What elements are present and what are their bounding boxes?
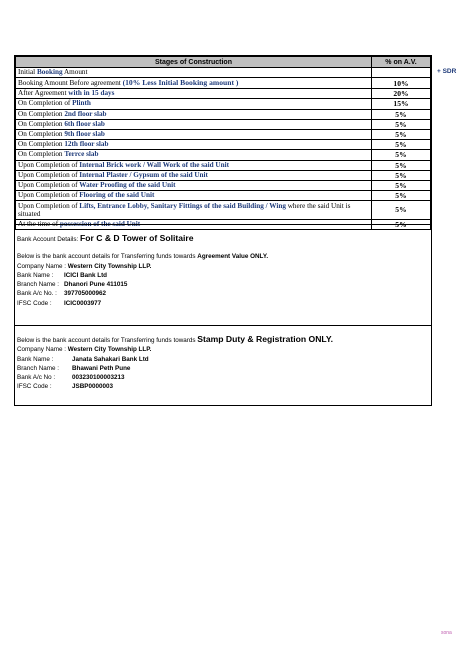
stage-cell <box>16 109 372 119</box>
stage-text: On Completion <box>18 150 65 159</box>
divider <box>15 224 431 225</box>
table-row <box>16 170 431 180</box>
account-label: Bank A/c No. : <box>17 290 57 298</box>
bank-details-stamp-duty <box>17 335 333 392</box>
stage-text: On Completion <box>18 119 65 128</box>
bank-value: Janata Sahakari Bank Ltd <box>72 355 149 363</box>
company-value: Western City Township LLP. <box>67 262 152 270</box>
percent-cell: 5% <box>372 170 431 180</box>
branch-value: Bhawani Peth Pune <box>72 364 131 372</box>
stage-text: Upon Completion of <box>18 202 80 211</box>
purpose-bold: Agreement Value ONLY. <box>197 253 269 261</box>
stage-cell <box>16 140 372 150</box>
table-row <box>16 150 431 160</box>
stage-highlight: Lifts, Entrance Lobby, Sanitary Fittings of the said Building / Wing <box>79 202 286 211</box>
bank-label: Bank Name : <box>17 271 54 279</box>
stage-text: On Completion of <box>18 99 73 108</box>
stage-highlight: Internal Brick work / Wall Work of the said Unit <box>79 160 229 169</box>
sdr-note: + SDR <box>437 68 457 75</box>
percent-cell: 5% <box>372 119 431 129</box>
stage-cell <box>16 170 372 180</box>
header-stages: Stages of Construction <box>16 57 372 68</box>
stage-highlight: Terrce slab <box>64 150 99 159</box>
percent-cell: 5% <box>372 220 431 230</box>
purpose-text: Below is the bank account details for Transferring funds towards <box>17 337 196 344</box>
stage-cell <box>16 99 372 109</box>
stage-suffix: Amount <box>62 68 88 77</box>
table-row <box>16 99 431 109</box>
branch-value: Dhanori Pune 411015 <box>64 281 128 289</box>
bank-label: Bank Name : <box>17 355 54 363</box>
stage-suffix: where the said Unit is situated <box>18 202 351 219</box>
percent-cell: 15% <box>372 99 431 109</box>
stage-highlight: 6th floor slab <box>64 119 105 128</box>
stage-text: On Completion <box>18 109 65 118</box>
stage-highlight: Water Proofing of the said Unit <box>79 180 176 189</box>
percent-cell: 5% <box>372 160 431 170</box>
stage-highlight: Plinth <box>72 99 91 108</box>
table-row <box>16 78 431 89</box>
table-row <box>16 180 431 190</box>
stage-cell <box>16 191 372 201</box>
divider <box>15 325 431 326</box>
stage-cell <box>16 129 372 139</box>
percent-cell: 5% <box>372 129 431 139</box>
bank-value: ICICI Bank Ltd <box>64 271 108 279</box>
branch-label: Branch Name : <box>17 281 59 289</box>
stage-highlight: 9th floor slab <box>64 130 105 139</box>
stage-cell <box>16 68 372 78</box>
stage-text: On Completion <box>18 130 65 139</box>
stage-highlight: with in 15 days <box>68 89 115 98</box>
stage-text: Booking Amount Before agreement <box>18 79 123 88</box>
table-row <box>16 89 431 99</box>
bank-details-agreement <box>17 234 268 308</box>
percent-cell: 5% <box>372 191 431 201</box>
stage-highlight: 12th floor slab <box>64 140 109 149</box>
stage-text: On Completion <box>18 140 65 149</box>
table-row <box>16 68 431 78</box>
stage-text: Upon Completion of <box>18 191 80 200</box>
stage-cell <box>16 150 372 160</box>
table-row <box>16 129 431 139</box>
company-label: Company Name : <box>17 262 66 270</box>
stage-text: Initial <box>18 68 37 77</box>
stage-highlight: Flooring of the said Unit <box>79 191 155 200</box>
account-value: 003230100003213 <box>72 374 125 382</box>
purpose-bold: Stamp Duty & Registration ONLY. <box>197 334 334 344</box>
percent-cell: 20% <box>372 89 431 99</box>
table-row <box>16 109 431 119</box>
stage-cell <box>16 180 372 190</box>
percent-cell: 5% <box>372 140 431 150</box>
percent-cell: 5% <box>372 180 431 190</box>
ifsc-label: IFSC Code : <box>17 383 52 391</box>
stage-highlight: (10% Less Initial Booking amount ) <box>122 78 239 88</box>
stage-cell <box>16 160 372 170</box>
stage-text: Upon Completion of <box>18 170 80 179</box>
ifsc-value: JSBP0000003 <box>72 383 113 391</box>
branch-label: Branch Name : <box>17 364 59 372</box>
company-label: Company Name : <box>17 346 66 354</box>
bank-details-title: For C & D Tower of Solitaire <box>80 233 194 243</box>
table-row <box>16 140 431 150</box>
stage-cell <box>16 78 372 89</box>
account-label: Bank A/c No : <box>17 374 56 382</box>
table-header-row <box>16 57 431 68</box>
purpose-text: Below is the bank account details for Transferring funds towards <box>17 253 198 261</box>
account-value: 397705000962 <box>64 290 107 298</box>
stage-highlight: 2nd floor slab <box>64 109 107 118</box>
ifsc-value: ICIC0003977 <box>64 299 102 307</box>
stage-text: Upon Completion of <box>18 160 80 169</box>
stage-text: Upon Completion of <box>18 180 80 189</box>
percent-cell: 5% <box>372 201 431 220</box>
header-percent: % on A.V. <box>372 57 431 68</box>
stage-cell <box>16 89 372 99</box>
percent-cell <box>372 68 431 78</box>
table-row <box>16 119 431 129</box>
company-value: Western City Township LLP. <box>67 346 152 354</box>
bank-details-label: Bank Account Details: <box>17 236 79 243</box>
stage-cell <box>16 119 372 129</box>
percent-cell: 10% <box>372 78 431 89</box>
table-row <box>16 201 431 220</box>
watermark-logo: sona <box>441 630 452 636</box>
percent-cell: 5% <box>372 109 431 119</box>
table-row <box>16 191 431 201</box>
percent-cell: 5% <box>372 150 431 160</box>
stages-table <box>15 56 431 230</box>
ifsc-label: IFSC Code : <box>17 299 52 307</box>
stage-cell <box>16 201 372 220</box>
table-row <box>16 160 431 170</box>
stage-text: At the time of <box>18 220 60 229</box>
stage-highlight: Booking <box>36 68 63 77</box>
stage-highlight: Internal Plaster / Gypsum of the said Unit <box>79 170 208 179</box>
stage-highlight: possession of the said Unit <box>59 220 141 229</box>
stage-text: After Agreement <box>18 89 69 98</box>
